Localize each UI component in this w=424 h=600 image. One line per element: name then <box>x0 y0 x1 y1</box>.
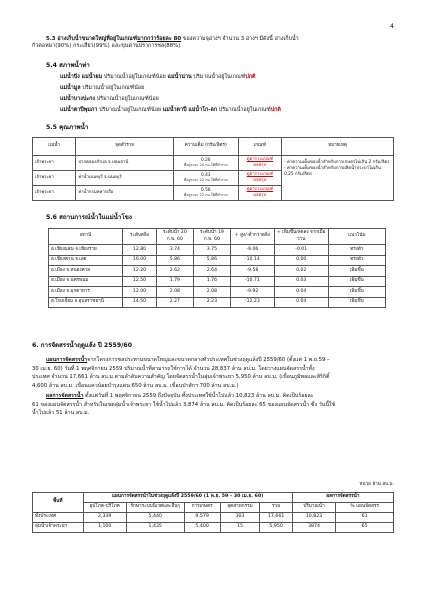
table-row <box>49 245 386 256</box>
mekong-cell: เพิ่มขึ้น <box>328 297 385 308</box>
mekong-cell: 2.08 <box>193 287 230 298</box>
allocation-cell: 5,440 <box>126 513 184 523</box>
mekong-cell: 2.23 <box>193 297 230 308</box>
mekong-cell: 2.27 <box>156 297 193 308</box>
allocation-cell: 303 <box>220 513 260 523</box>
q-point: ปากคลองสำแล จ.ปทุมธานี <box>76 156 173 171</box>
a-sub-industry: อุตสาหกรรม <box>220 503 260 513</box>
allocation-cell: 65 <box>336 523 394 533</box>
table-row <box>33 156 394 171</box>
allocation-cell: 5,950 <box>260 523 292 533</box>
mekong-cell: 2.08 <box>156 287 193 298</box>
a-sub-total: รวม <box>260 503 292 513</box>
mekong-cell: -10.71 <box>230 276 274 287</box>
m-header-yesterday: ระดับน้ำ 19 ก.พ. 60 <box>193 229 230 245</box>
section-5-6 <box>32 214 394 222</box>
plan-label: แผนการจัดสรรน้ำ <box>46 357 88 363</box>
table-row <box>49 276 386 287</box>
q-criteria-link[interactable]: ดูตารางเกณฑ์ <box>246 187 274 193</box>
section-6 <box>32 342 394 350</box>
q-sub: ที่อยู่ระยะ 22 กม.ใต้ที่สำรวจ <box>183 178 228 183</box>
river-ping-yom: แม่น้ำปิง แม่น้ำยม <box>60 74 103 80</box>
mekong-cell: 0.04 <box>274 297 328 308</box>
mekong-cell: 12.20 <box>123 266 157 277</box>
unit-label: หน่วย ล้าน ลบ.ม. <box>359 482 394 487</box>
mekong-cell: -9.06 <box>230 245 274 256</box>
sec54-title: 5.4 สภาพน้ำท่า <box>46 62 90 69</box>
m-header-station: สถานี <box>49 229 123 245</box>
allocation-cell: ลุ่มน้ำเจ้าพระยา <box>33 523 84 533</box>
q-header-criteria: เกณฑ์ <box>238 138 281 156</box>
mekong-cell: -12.23 <box>230 297 274 308</box>
m-header-diff: + สูง/-ต่ำกว่าตลิ่ง <box>230 229 274 245</box>
a-header-result: ผลการจัดสรรน้ำ <box>292 493 393 503</box>
q-criteria-result: ผลสรุป <box>253 193 267 198</box>
result-p2: 61 ของแผนจัดสรรน้ำ สำหรับในเขตลุ่มน้ำเจ้าพระยา ใช้น้ำไปแล้ว 3,874 ล้าน ลบ.ม. คิดเป็นร้อยละ 65 ของแผนจัดสรรน้ำ ซึ่ง วันนี้ใช้ <box>32 401 336 408</box>
mekong-cell: -10.14 <box>230 255 274 266</box>
sec54-l1-post: ปริมาณน้ำอยู่ในเกณฑ์ <box>191 74 246 80</box>
sec53-highlight: มากกว่าร้อยละ 80 <box>137 36 182 42</box>
plan-p3: ประเทศ จำนวน 17,661 ล้าน ลบ.ม.ตามลำดับความสำคัญ โดยจัดสรรน้ำในลุ่มเจ้าพระยา 5,950 ล้าน ลบ.ม. (เขื่อนภูมิพลและสิริกิติ์ <box>32 374 330 381</box>
q-header-salinity: ความเค็ม (กรัม/ลิตร) <box>173 138 238 156</box>
mekong-cell: 3.74 <box>156 245 193 256</box>
a-sub-eco: รักษาระบบนิเวศและอื่นๆ <box>126 503 184 513</box>
river-mun: แม่น้ำมูล <box>60 85 81 91</box>
a-sub-volume: ปริมาณน้ำ <box>292 503 335 513</box>
table-row <box>33 523 394 533</box>
allocation-cell: 1,100 <box>83 523 126 533</box>
mekong-cell: 0.00 <box>274 255 328 266</box>
m-header-change: + เพิ่มขึ้น/ลดลง จากเมื่อวาน <box>274 229 328 245</box>
mekong-cell: 16.00 <box>123 255 157 266</box>
water-quality-table-wrap <box>32 137 394 201</box>
allocation-cell: 15 <box>220 523 260 533</box>
q-note-1: - ค่าความเค็มของน้ำสำหรับการเกษตรไม่เกิน 2 กรัม/ลิตร <box>284 160 390 165</box>
q-sub: ที่อยู่ระยะ 20 กม.ใต้ที่สำรวจ <box>183 163 228 168</box>
mekong-cell: อ.โขงเจียม จ.อุบลราชธานี <box>49 297 123 308</box>
m-header-bank: ระดับตลิ่ง <box>123 229 157 245</box>
allocation-cell: 1,435 <box>126 523 184 533</box>
mekong-cell: 1.79 <box>156 276 193 287</box>
mekong-table <box>48 228 386 308</box>
table-row <box>49 255 386 266</box>
a-sub-consume: อุปโภค-บริโภค <box>83 503 126 513</box>
mekong-cell: 3.75 <box>193 245 230 256</box>
sec54-lines <box>32 74 394 118</box>
a-header-plan: แผนการจัดสรรน้ำในช่วงฤดูแล้งปี 2559/60 (1 พ.ย. 59 – 30 เม.ย. 60) <box>83 493 292 503</box>
water-quality-table <box>32 137 394 201</box>
mekong-cell: 14.50 <box>123 297 157 308</box>
m-header-trend: แนวโน้ม <box>328 229 385 245</box>
m-header-today: ระดับน้ำ 20 ก.พ. 60 <box>156 229 193 245</box>
result-p3: น้ำไปแล้ว 51 ล้าน ลบ.ม. <box>32 410 90 417</box>
mekong-cell: -9.92 <box>230 287 274 298</box>
mekong-cell: 2.62 <box>156 266 193 277</box>
mekong-cell: อ.เชียงคาน จ.เลย <box>49 255 123 266</box>
mekong-cell: 5.86 <box>156 255 193 266</box>
mekong-cell: 2.64 <box>193 266 230 277</box>
allocation-cell: 3874 <box>292 523 335 533</box>
q-value: 0.43 <box>200 172 211 178</box>
mekong-cell: อ.เมือง จ.มุกดาหาร <box>49 287 123 298</box>
a-header-area: พื้นที่ <box>33 493 84 513</box>
allocation-cell: 5,400 <box>184 523 220 533</box>
result-p1: ตั้งแต่วันที่ 1 พฤศจิกายน 2559 ถึงปัจจุบัน ทั้งประเทศใช้น้ำไปแล้ว 10,823 ล้าน ลบ.ม. คิดเป็นร้อยละ <box>83 393 314 400</box>
sec56-title: 5.6 สถานการณ์น้ำในแม่น้ำโขง <box>46 214 132 221</box>
q-river: เจ้าพระยา <box>33 156 76 171</box>
mekong-body <box>49 245 386 308</box>
allocation-cell: 61 <box>336 513 394 523</box>
river-tapi-pumpa: แม่น้ำตาปีพุมภา <box>60 107 98 113</box>
q-header-point: จุดสำรวจ <box>76 138 173 156</box>
q-note-2: - ค่าความเค็มของน้ำสำหรับการผลิตน้ำประปาไม่เกิน 0.25 กรัม/ลิตร <box>284 165 381 177</box>
table-row <box>49 266 386 277</box>
river-tapi-kolok: แม่น้ำตาปี แม่น้ำโก-ลก <box>162 107 218 113</box>
river-nan: แม่น้ำน่าน <box>167 74 192 80</box>
mekong-cell: 12.00 <box>123 287 157 298</box>
allocation-table <box>32 492 394 533</box>
q-criteria-result: ผลสรุป <box>253 178 267 183</box>
q-river: เจ้าพระยา <box>33 171 76 186</box>
sec54-l4-post: ปริมาณน้ำอยู่ในเกณฑ์ <box>217 107 271 113</box>
section-5-3 <box>32 36 394 51</box>
allocation-cell: 2,339 <box>83 513 126 523</box>
q-value: 0.56 <box>200 187 211 193</box>
mekong-table-wrap <box>48 228 386 308</box>
sec54-l3-post: ปริมาณน้ำอยู่ในเกณฑ์น้อย <box>95 96 159 102</box>
section-5-5 <box>32 124 394 132</box>
sec55-title: 5.5 คุณภาพน้ำ <box>46 124 89 131</box>
mekong-cell: เพิ่มขึ้น <box>328 266 385 277</box>
sec54-l1-mid: ปริมาณน้ำอยู่ในเกณฑ์น้อย <box>102 74 168 80</box>
mekong-cell: อ.เมือง จ.หนองคาย <box>49 266 123 277</box>
mekong-cell: ทรงตัว <box>328 255 385 266</box>
plan-p2: 30 เม.ย. 60) วันที่ 1 พฤศจิกายน 2559 ปริมาณน้ำที่สามารถใช้การได้ จำนวน 28,837 ล้าน ลบ.ม. โดยวางแผนจัดสรรน้ำทั้ง <box>32 365 315 372</box>
plan-p4: 4,600 ล้าน ลบ.ม. เขื่อนแควน้อยบำรุงแดน 650 ล้าน ลบ.ม. เขื่อนป่าสักฯ 700 ล้าน ลบ.ม.) <box>32 382 239 389</box>
plan-p1: จากโครงการชลประทานขนาดใหญ่และขนาดกลางทั่วประเทศในช่วงฤดูแล้งปี 2559/60 (ตั้งแต่ 1 พ.ย.59 – <box>87 357 330 363</box>
river-bangpakong: แม่น้ำบางปะกง <box>60 96 96 102</box>
mekong-cell: 12.50 <box>123 276 157 287</box>
result-label: ผลการจัดสรรน้ำ <box>46 393 84 400</box>
mekong-cell: เพิ่มขึ้น <box>328 287 385 298</box>
mekong-cell: 0.04 <box>274 287 328 298</box>
q-point: ท่าน้ำนนทบุรี จ.นนทบุรี <box>76 171 173 186</box>
a-sub-percent: % แผนจัดสรร <box>336 503 394 513</box>
q-sub: ที่อยู่ระยะ 22 กม.ใต้ที่สำรวจ <box>183 193 228 198</box>
allocation-table-wrap <box>32 492 394 533</box>
mekong-cell: 0.02 <box>274 266 328 277</box>
mekong-cell: -0.01 <box>274 245 328 256</box>
mekong-cell: อ.เมือง จ.นครพนม <box>49 276 123 287</box>
status-normal-2: ปกติ <box>270 107 281 113</box>
q-header-remark: หมายเหตุ <box>282 138 394 156</box>
sec53-line2: กิ่วคอหมา(90%) กระเสียว(99%) และขุนด่านปราการชล(88%) <box>32 43 181 50</box>
sec54-l4-mid: ปริมาณน้ำอยู่ในเกณฑ์น้อย <box>97 107 163 113</box>
q-criteria-link[interactable]: ดูตารางเกณฑ์ <box>246 172 274 178</box>
mekong-cell: -9.58 <box>230 266 274 277</box>
allocation-cell: ทั้งประเทศ <box>33 513 84 523</box>
mekong-cell: 12.80 <box>123 245 157 256</box>
section-5-4 <box>32 62 394 70</box>
q-criteria-result: ผลสรุป <box>253 163 267 168</box>
q-point: ท่าน้ำกรมทหารเรือ <box>76 186 173 201</box>
sec6-plan <box>32 356 394 418</box>
status-normal: ปกติ <box>245 74 256 80</box>
q-value: 0.26 <box>200 157 211 163</box>
mekong-cell: 1.76 <box>193 276 230 287</box>
allocation-cell: 17,661 <box>260 513 292 523</box>
allocation-body <box>33 513 394 533</box>
allocation-cell: 10,823 <box>292 513 335 523</box>
allocation-cell: 9,579 <box>184 513 220 523</box>
q-criteria-link[interactable]: ดูตารางเกณฑ์ <box>246 157 274 163</box>
sec53-pre: 5.3 อ่างเก็บน้ำขนาดใหญ่ที่อยู่ในเกณฑ์ <box>46 36 138 42</box>
sec53-post: ของความจุอ่างฯ จำนวน 3 อ่างฯ มีดังนี้ อ่างเก็บน้ำ <box>181 36 299 42</box>
mekong-cell: เพิ่มขึ้น <box>328 276 385 287</box>
mekong-cell: อ.เชียงแสน จ.เชียงราย <box>49 245 123 256</box>
table-row <box>49 287 386 298</box>
mekong-cell: ทรงตัว <box>328 245 385 256</box>
sec6-title: 6. การจัดสรรน้ำฤดูแล้ง ปี 2559/60 <box>32 342 133 349</box>
q-header-river: แม่น้ำ <box>33 138 76 156</box>
sec54-l2-post: ปริมาณน้ำอยู่ในเกณฑ์น้อย <box>80 85 145 91</box>
mekong-cell: 5.86 <box>193 255 230 266</box>
page-number: 4 <box>389 22 394 30</box>
mekong-cell: 0.03 <box>274 276 328 287</box>
a-sub-agri: การเกษตร <box>184 503 220 513</box>
table-row <box>49 297 386 308</box>
q-river: เจ้าพระยา <box>33 186 76 201</box>
table-row <box>33 513 394 523</box>
